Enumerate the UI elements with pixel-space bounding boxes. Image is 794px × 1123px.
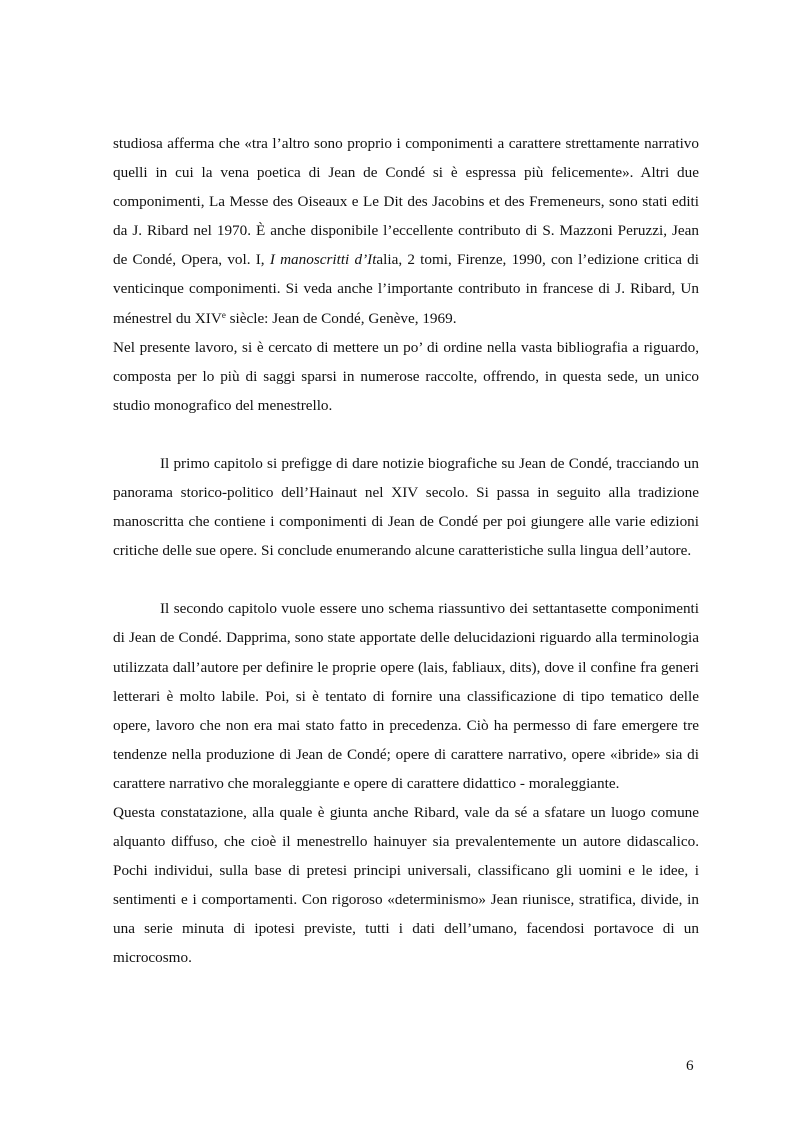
- paragraph-5: Questa constatazione, alla quale è giunta anche Ribard, vale da sé a sfatare un luogo comune alquanto diffuso, che cioè il menestrello hainuyer sia prevalentemente un autore didascalico. Pochi individui, sulla base di pretesi principi universali, classificano gli uomini e le idee, i sentimenti e i comportamenti. Con rigoroso «determinismo» Jean riunisce, stratifica, divide, in una serie minuta di ipotesi previste, tutti i dati dell’umano, facendosi portavoce di un microcosmo.: [113, 803, 699, 967]
- paragraph-2: Nel presente lavoro, si è cercato di mettere un po’ di ordine nella vasta bibliografia a riguardo, composta per lo più di saggi sparsi in numerose raccolte, offrendo, in questa sede, un unico studio monografico del menestrello.: [113, 338, 699, 414]
- page-body: [113, 129, 699, 973]
- italic-title: I manoscritti d’It: [269, 251, 377, 269]
- page-number: 6: [686, 1057, 694, 1074]
- paragraph-1-text-c: siècle: Jean de Condé, Genève, 1969.: [225, 309, 457, 327]
- paragraph-3: Il primo capitolo si prefigge di dare notizie biografiche su Jean de Condé, tracciando un panorama storico-politico dell’Hainaut nel XIV secolo. Si passa in seguito alla tradizione manoscritta che contiene i componimenti di Jean de Condé per poi giungere alle varie edizioni critiche delle sue opere. Si conclude enumerando alcune caratteristiche sulla lingua dell’autore.: [113, 454, 699, 560]
- paragraph-1-text-b: alia, 2 tomi, Firenze, 1990, con l’edizione critica di venticinque componimenti. Si veda anche l’importante contributo in francese di J. Ribard, Un ménestrel du XIV: [113, 251, 699, 327]
- paragraph-4: Il secondo capitolo vuole essere uno schema riassuntivo dei settantasette componimenti di Jean de Condé. Dapprima, sono state apportate delle delucidazioni riguardo alla terminologia utilizzata dall’autore per definire le proprie opere (lais, fabliaux, dits), dove il confine fra generi letterari è molto labile. Poi, si è tentato di fornire una classificazione di tipo tematico delle opere, lavoro che non era mai stato fatto in precedenza. Ciò ha permesso di fare emergere tre tendenze nella produzione di Jean de Condé; opere di carattere narrativo, opere «ibride» sia di carattere narrativo che moraleggiante e opere di carattere didattico - moraleggiante.: [113, 600, 699, 792]
- paragraph-1: [113, 129, 699, 333]
- paragraph-1-text-a: studiosa afferma che «tra l’altro sono proprio i componimenti a carattere strettamente narrativo quelli in cui la vena poetica di Jean de Condé si è espressa più felicemente». Altri due componimenti, La Messe des Oiseaux e Le Dit des Jacobins et des Fremeneurs, sono stati editi da J. Ribard nel 1970. È anche disponibile l’eccellente contributo di S. Mazzoni Peruzzi, Jean de Condé, Opera, vol. I,: [113, 135, 699, 269]
- superscript-e: e: [221, 309, 226, 320]
